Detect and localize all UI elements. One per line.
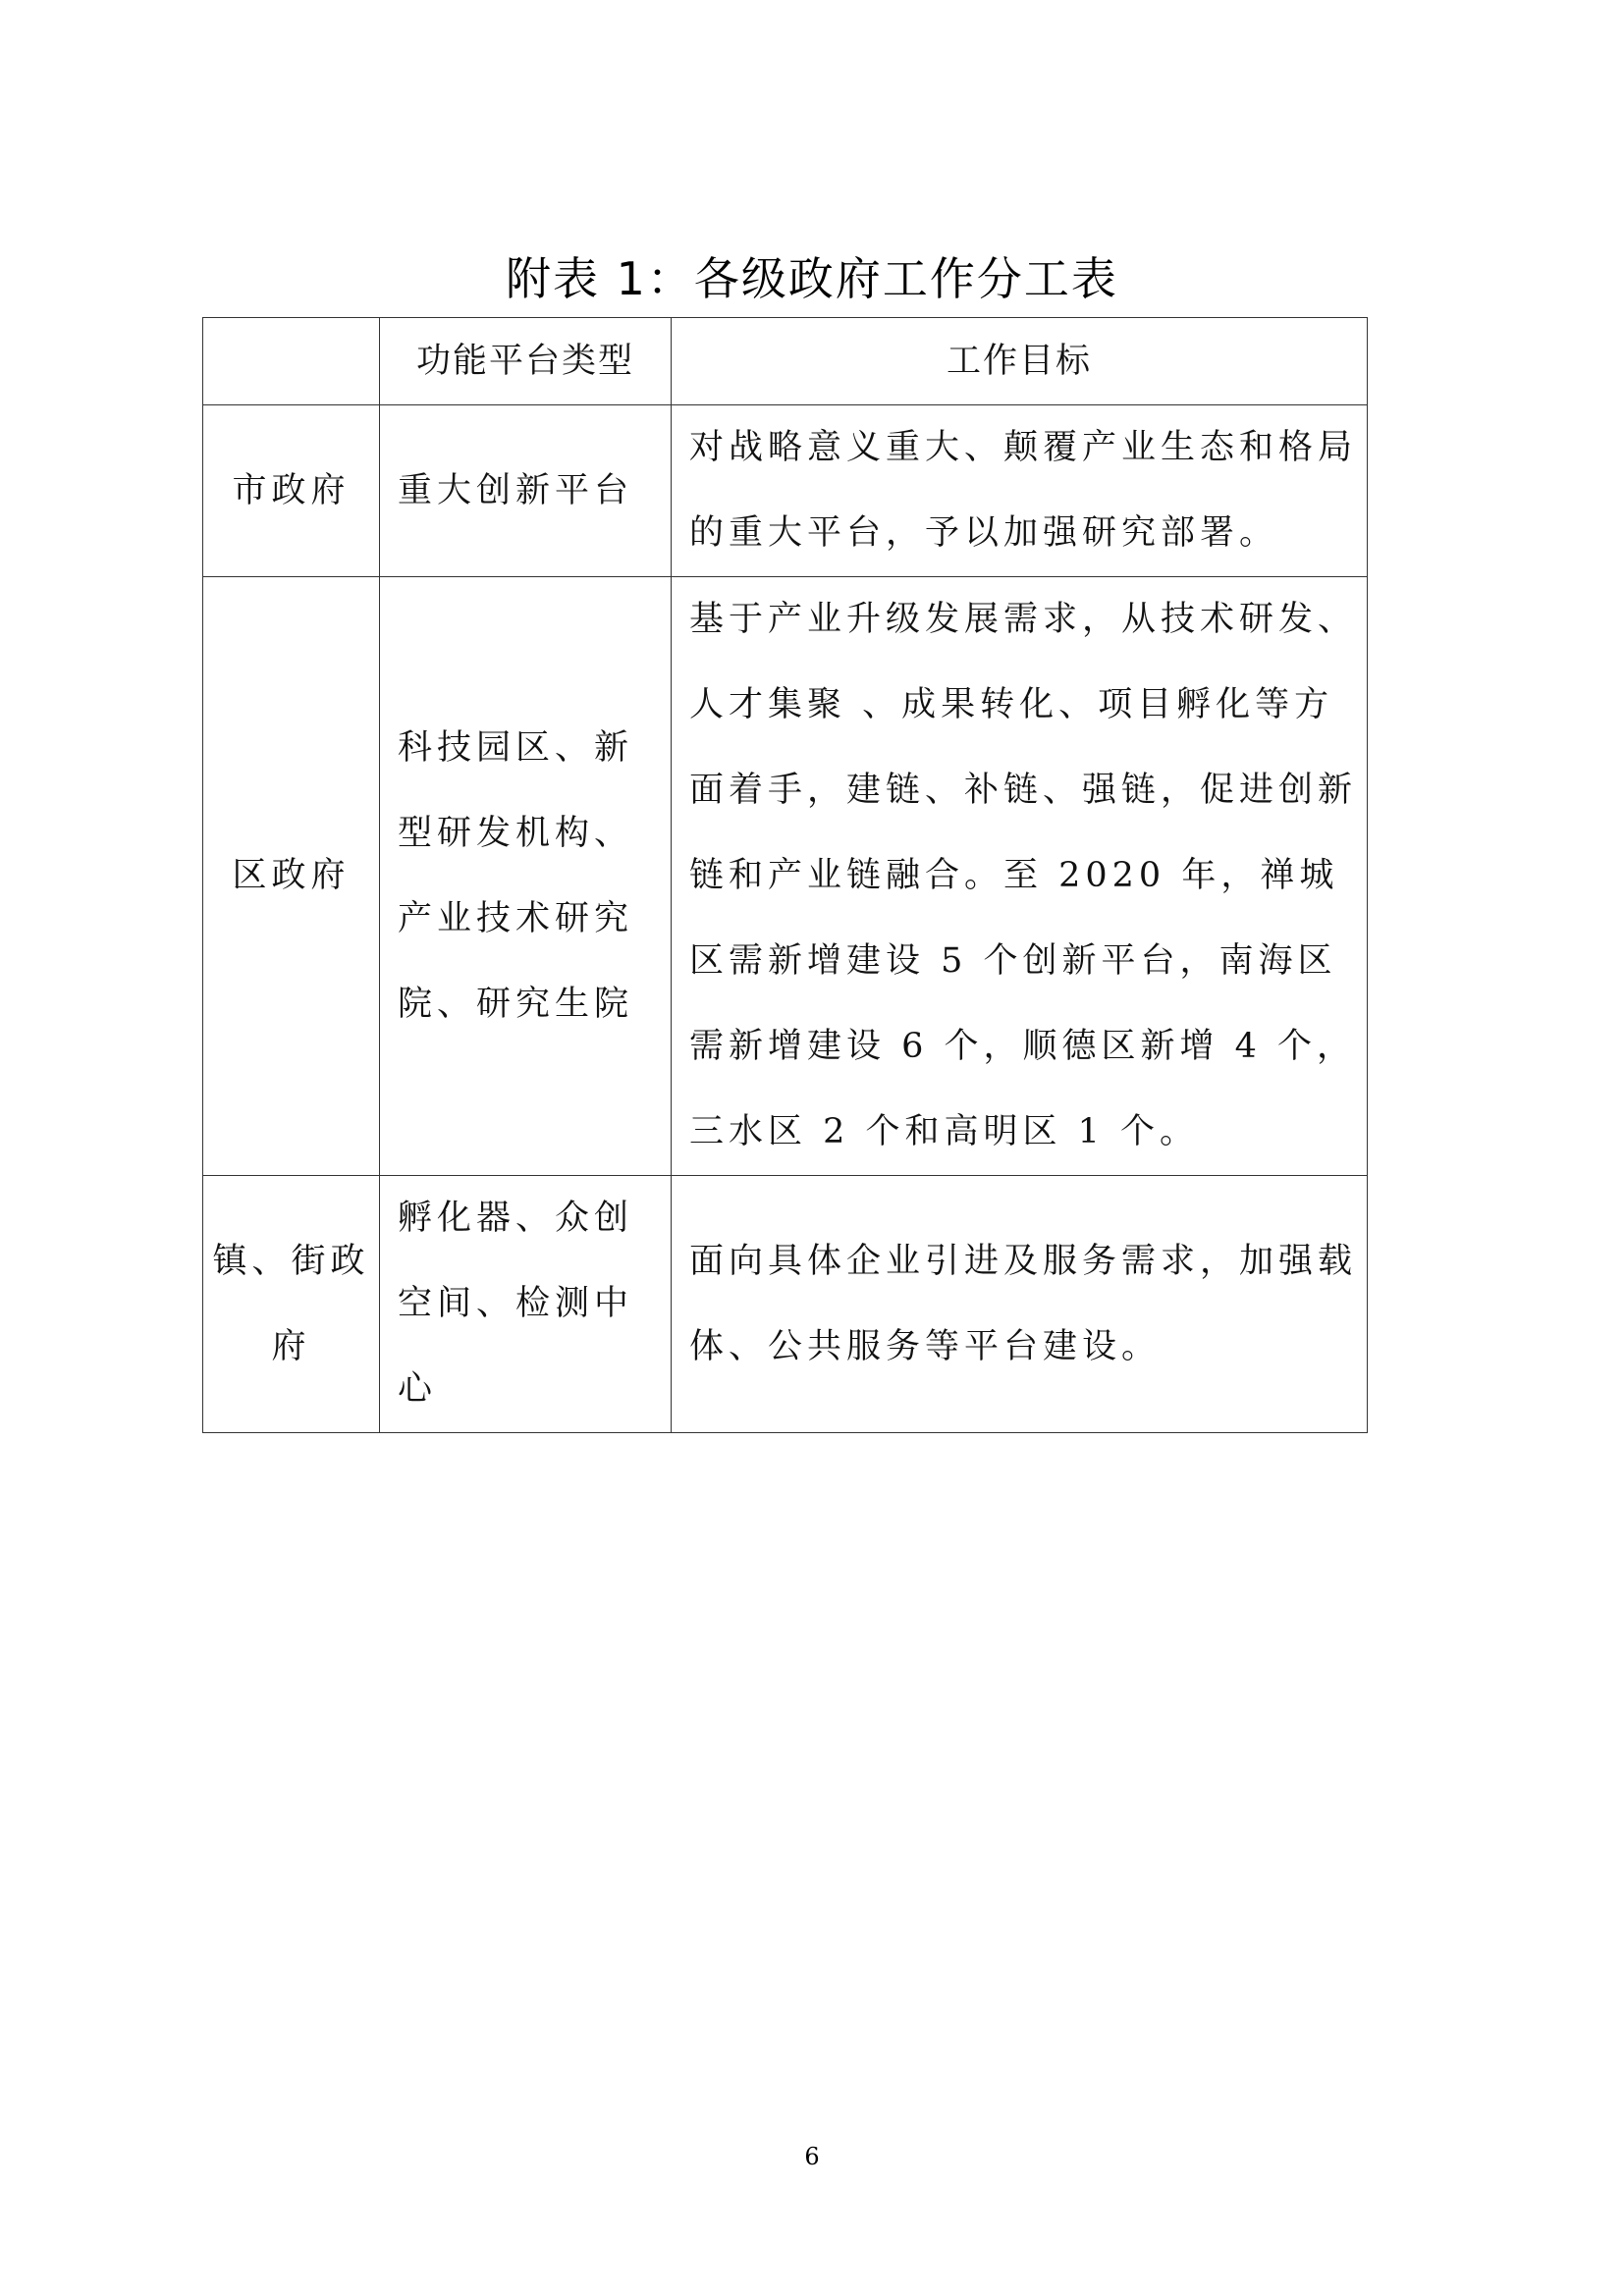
header-level xyxy=(203,318,380,405)
row-level: 区政府 xyxy=(203,577,380,1176)
page-number: 6 xyxy=(804,2143,820,2170)
row-platform-type: 科技园区、新型研发机构、产业技术研究院、研究生院 xyxy=(380,577,672,1176)
header-platform-type: 功能平台类型 xyxy=(380,318,672,405)
row-goal: 对战略意义重大、颠覆产业生态和格局的重大平台，予以加强研究部署。 xyxy=(672,405,1368,577)
table-header-row xyxy=(203,318,1368,405)
row-platform-type: 孵化器、众创空间、检测中心 xyxy=(380,1176,672,1433)
row-goal: 基于产业升级发展需求，从技术研发、人才集聚 、成果转化、项目孵化等方面着手，建链、补链、强链，促进创新链和产业链融合。至 2020 年，禅城区需新增建设 5 个创新平台，南海区需新增建设 6 个，顺德区新增 4 个，三水区 2 个和高明区 1 个。 xyxy=(672,577,1368,1176)
table-row xyxy=(203,1176,1368,1433)
table-title: 附表 1：各级政府工作分工表 xyxy=(506,252,1118,305)
table-row xyxy=(203,577,1368,1176)
header-work-goal: 工作目标 xyxy=(672,318,1368,405)
row-platform-type: 重大创新平台 xyxy=(380,405,672,577)
row-level: 市政府 xyxy=(203,405,380,577)
row-goal: 面向具体企业引进及服务需求，加强载体、公共服务等平台建设。 xyxy=(672,1176,1368,1433)
work-division-table xyxy=(202,317,1368,1433)
table-row xyxy=(203,405,1368,577)
row-level: 镇、街政府 xyxy=(203,1176,380,1433)
